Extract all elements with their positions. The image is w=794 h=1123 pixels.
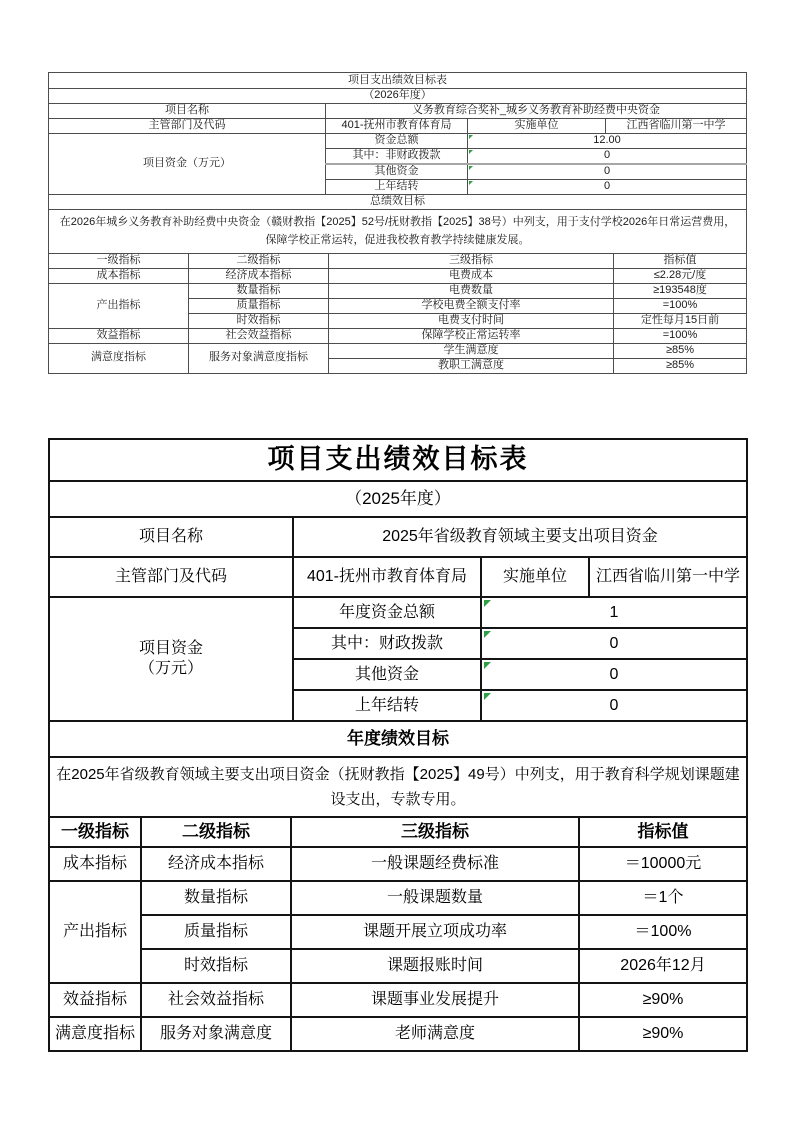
fund-row-label: 其中：非财政拨款 [326,149,468,164]
funds-group-label [49,597,293,721]
indicator-l1: 效益指标 [49,983,141,1017]
fund-value-text: 0 [603,179,611,192]
performance-table-2026 [48,72,746,374]
fund-value-text: 0 [603,164,611,177]
fund-row-value [481,659,747,690]
cell-flag-icon [484,631,491,638]
indicator-value: ≥90% [579,1017,747,1051]
report-title: 项目支出绩效目标表 [49,73,747,89]
indicator-l3: 保障学校正常运转率 [329,328,614,343]
fund-row-value [468,179,747,194]
indicator-l3: 电费数量 [329,283,614,298]
indicator-l1: 效益指标 [49,328,189,343]
fund-value-text: 0 [603,149,611,161]
project-name-value: 义务教育综合奖补_城乡义务教育补助经费中央资金 [326,104,747,119]
indicator-l2: 社会效益指标 [141,983,291,1017]
funds-label-line1: 项目资金 [138,640,203,657]
annual-goal-text: 在2025年省级教育领域主要支出项目资金（抚财教指【2025】49号）中列支，用于教育科学规划课题建设支出，专款专用。 [49,757,747,817]
indicator-l1: 成本指标 [49,268,189,283]
indicator-header-l2: 二级指标 [189,253,329,268]
dept-value: 401-抚州市教育体育局 [326,119,468,134]
dept-value: 401-抚州市教育体育局 [293,557,481,597]
indicator-header-value: 指标值 [614,253,747,268]
fund-row-value [481,597,747,628]
indicator-value: ＝1个 [579,881,747,915]
report-year: （2026年度） [49,89,747,104]
cell-flag-icon [484,662,491,669]
table-2025-top-section [48,438,748,818]
dept-label: 主管部门及代码 [49,119,326,134]
table-2025-indicator-section [48,816,748,1052]
indicator-l3: 一般课题数量 [291,881,579,915]
indicator-l1: 满意度指标 [49,343,189,373]
indicator-l2: 时效指标 [189,313,329,328]
fund-value-text: 0 [609,634,619,652]
indicator-l1: 产出指标 [49,283,189,328]
indicator-value: ≥85% [614,358,747,373]
indicator-l3: 老师满意度 [291,1017,579,1051]
performance-table-2025 [48,438,746,1052]
fund-value-text: 1 [609,603,619,621]
indicator-value: ≥85% [614,343,747,358]
indicator-l3: 学生满意度 [329,343,614,358]
indicator-l3: 一般课题经费标准 [291,847,579,881]
table-2026-top-section [48,72,747,254]
cell-flag-icon [469,135,473,139]
indicator-value: 2026年12月 [579,949,747,983]
fund-row-label: 其中：财政拨款 [293,628,481,659]
fund-row-label: 其他资金 [293,659,481,690]
fund-row-value [468,149,747,164]
fund-row-label: 上年结转 [326,179,468,194]
indicator-l3: 学校电费全额支付率 [329,298,614,313]
cell-flag-icon [469,166,473,170]
cell-flag-icon [469,181,473,185]
indicator-l2: 质量指标 [141,915,291,949]
indicator-value: =100% [614,298,747,313]
impl-unit-label: 实施单位 [481,557,589,597]
indicator-l3: 教职工满意度 [329,358,614,373]
project-name-label: 项目名称 [49,517,293,557]
fund-value-text: 12.00 [593,134,621,147]
indicator-header-l3: 三级指标 [291,817,579,847]
fund-row-value [468,134,747,149]
indicator-l3: 电费成本 [329,268,614,283]
table-2026-indicator-section [48,253,747,374]
indicator-l3: 课题报账时间 [291,949,579,983]
funds-label-line2: （万元） [138,660,203,677]
fund-value-text: 0 [609,696,619,714]
indicator-value: ＝10000元 [579,847,747,881]
project-name-label: 项目名称 [49,104,326,119]
report-title: 项目支出绩效目标表 [49,439,747,481]
fund-row-label: 年度资金总额 [293,597,481,628]
indicator-header-l3: 三级指标 [329,253,614,268]
indicator-value: ≥90% [579,983,747,1017]
indicator-l2: 质量指标 [189,298,329,313]
indicator-header-l2: 二级指标 [141,817,291,847]
indicator-l3: 课题开展立项成功率 [291,915,579,949]
indicator-l2: 经济成本指标 [189,268,329,283]
fund-row-label: 其他资金 [326,164,468,179]
fund-row-label: 资金总额 [326,134,468,149]
indicator-l1: 产出指标 [49,881,141,983]
indicator-l2: 数量指标 [141,881,291,915]
indicator-value: ≥193548度 [614,283,747,298]
impl-unit-value: 江西省临川第一中学 [606,119,747,134]
cell-flag-icon [469,150,473,154]
fund-row-value [468,164,747,179]
indicator-value: ＝100% [579,915,747,949]
dept-label: 主管部门及代码 [49,557,293,597]
indicator-l2: 数量指标 [189,283,329,298]
indicator-l1: 成本指标 [49,847,141,881]
cell-flag-icon [484,693,491,700]
overall-goal-header: 总绩效目标 [49,194,747,209]
indicator-l2: 社会效益指标 [189,328,329,343]
funds-group-label: 项目资金（万元） [49,134,326,195]
fund-value-text: 0 [609,665,619,683]
indicator-header-l1: 一级指标 [49,817,141,847]
overall-goal-text: 在2026年城乡义务教育补助经费中央资金（赣财教指【2025】52号/抚财教指【2025】38号）中列支，用于支付学校2026年日常运营费用，保障学校正常运转，促进我校教育教学持续健康发展。 [49,209,747,253]
indicator-l1: 满意度指标 [49,1017,141,1051]
fund-row-label: 上年结转 [293,690,481,721]
indicator-value: ≤2.28元/度 [614,268,747,283]
indicator-l3: 电费支付时间 [329,313,614,328]
impl-unit-value: 江西省临川第一中学 [589,557,747,597]
indicator-l2: 经济成本指标 [141,847,291,881]
annual-goal-header: 年度绩效目标 [49,721,747,757]
fund-row-value [481,628,747,659]
cell-flag-icon [484,600,491,607]
report-year: （2025年度） [49,481,747,517]
indicator-l3: 课题事业发展提升 [291,983,579,1017]
indicator-header-l1: 一级指标 [49,253,189,268]
indicator-value: =100% [614,328,747,343]
indicator-header-value: 指标值 [579,817,747,847]
indicator-value: 定性每月15日前 [614,313,747,328]
indicator-l2: 服务对象满意度指标 [189,343,329,373]
indicator-l2: 时效指标 [141,949,291,983]
impl-unit-label: 实施单位 [468,119,606,134]
project-name-value: 2025年省级教育领域主要支出项目资金 [293,517,747,557]
fund-row-value [481,690,747,721]
indicator-l2: 服务对象满意度 [141,1017,291,1051]
